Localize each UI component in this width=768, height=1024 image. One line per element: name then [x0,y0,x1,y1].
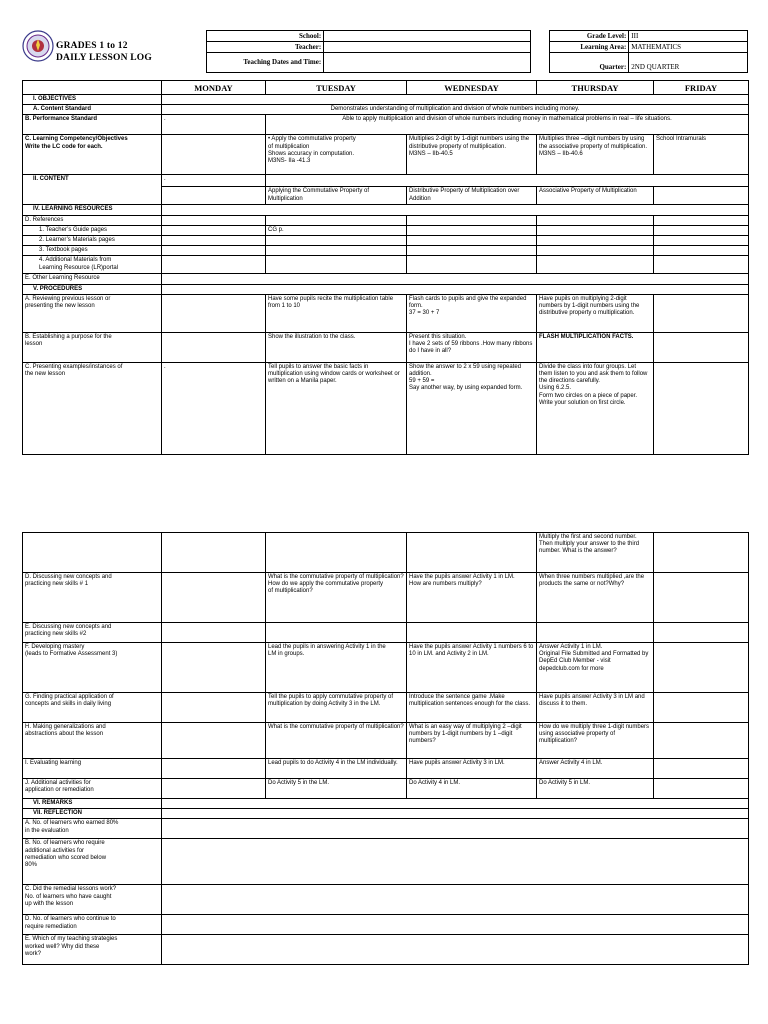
mastery-wednesday: Have the pupils answer Activity 1 numbers 6 to 10 in LM. and Activity 2 in LM. [407,643,537,693]
tg-wed [407,225,537,235]
lm-fri [654,236,749,246]
reviewing-lesson-label: A. Reviewing previous lesson or presenting the new lesson [23,294,162,332]
add-wed [407,256,537,274]
day-header-wednesday: WEDNESDAY [407,81,537,95]
content-standard-label: A. Content Standard [23,105,162,115]
references-label: D. References [23,215,162,225]
purpose-tuesday: Show the illustration to the class. [266,332,407,362]
discussing-concepts-2-label: E. Discussing new concepts and practicing new skills #2 [23,623,162,643]
reflection-a-label: A. No. of learners who earned 80% in the evaluation [23,819,162,839]
cont-tue [266,533,407,573]
e-wed [407,623,537,643]
quarter-field[interactable]: 2ND QUARTER [629,53,748,73]
j-fri [654,779,749,799]
document-title [56,40,152,64]
section-content: II. CONTENT [23,175,162,205]
ref-fri [654,215,749,225]
add-mon [162,256,266,274]
mastery-tuesday: Lead the pupils in answering Activity 1 in the LM in groups. [266,643,407,693]
presenting-wednesday: Show the answer to 2 x 59 using repeated addition. 59 + 59 = Say another way, by using expanded form. [407,362,537,454]
header-info-table [206,30,748,73]
generalizations-label: H. Making generalizations and abstractions about the lesson [23,723,162,759]
lesson-log-table-1 [22,80,749,455]
tb-mon [162,246,266,256]
tb-fri [654,246,749,256]
other-resources-cell [162,274,749,284]
section-reflection: VII. REFLECTION [23,809,162,819]
d-fri [654,573,749,623]
school-field[interactable] [324,31,531,42]
tg-mon [162,225,266,235]
content-monday: . [162,175,266,187]
performance-standard-label: B. Performance Standard [23,115,162,135]
procedures-row-cell [162,284,749,294]
header [22,30,748,74]
pres-fri [654,362,749,454]
lc-thursday: Multiplies three –digit numbers by using the associative property of multiplication. M3NS – IIb-40.6 [537,135,654,175]
textbook-label: 3. Textbook pages [23,246,162,256]
additional-materials-label: 4. Additional Materials from Learning Resource (LR)portal [23,256,162,274]
developing-mastery-label: F. Developing mastery (leads to Formative Assessment 3) [23,643,162,693]
teachers-guide-tuesday: CG p. [266,225,407,235]
lm-thu [537,236,654,246]
school-label: School: [207,31,324,42]
tg-thu [537,225,654,235]
content-blank-row [266,175,749,187]
generalization-wednesday: What is an easy way of multiplying 2 –digit numbers by 1-digit numbers by 1 –digit numbers? [407,723,537,759]
generalization-thursday: How do we multiply three 1-digit numbers using associative property of multiplication? [537,723,654,759]
section-procedures: V. PROCEDURES [23,284,162,294]
corner-cell [23,81,162,95]
discussing-1-thursday: When three numbers multiplied ,are the products the same or not?Why? [537,573,654,623]
content-friday [654,187,749,205]
reflection-c-label: C. Did the remedial lessons work? No. of learners who have caught up with the lesson [23,885,162,915]
purp-mon [162,332,266,362]
section-learning-resources: IV. LEARNING RESOURCES [23,205,162,215]
tb-tue [266,246,407,256]
ref-thu [537,215,654,225]
tg-fri [654,225,749,235]
quarter-label: Quarter: [549,53,629,73]
additional-thursday: Do Activity 5 in LM. [537,779,654,799]
title-line-2: DAILY LESSON LOG [56,53,152,63]
discussing-concepts-1-label: D. Discussing new concepts and practicing new skills # 1 [23,573,162,623]
content-tuesday: Applying the Commutative Property of Multiplication [266,187,407,205]
additional-tuesday: Do Activity 5 in the LM. [266,779,407,799]
application-tuesday: Tell the pupils to apply commutative property of multiplication by doing Activity 3 in the LM. [266,693,407,723]
day-header-tuesday: TUESDAY [266,81,407,95]
h-fri [654,723,749,759]
grade-level-field[interactable]: III [629,31,748,42]
evaluating-tuesday: Lead pupils to do Activity 4 in the LM individually. [266,759,407,779]
presenting-tuesday: Tell pupils to answer the basic facts in multiplication using window cards or worksheet or written on a Manila paper. [266,362,407,454]
learning-competency-label: C. Learning Competency/Objectives Write the LC code for each. [23,135,162,175]
teachers-guide-label: 1. Teacher’s Guide pages [23,225,162,235]
teaching-dates-field[interactable] [324,53,531,73]
e-mon [162,623,266,643]
f-fri [654,643,749,693]
purpose-thursday: FLASH MULTIPLICATION FACTS. [537,332,654,362]
cont-wed [407,533,537,573]
reflection-d-label: D. No. of learners who continue to require remediation [23,915,162,935]
e-thu [537,623,654,643]
ref-tue [266,215,407,225]
evaluating-wednesday: Have pupils answer Activity 3 in LM. [407,759,537,779]
presenting-monday: . [162,362,266,454]
lm-mon [162,236,266,246]
learners-materials-label: 2. Learner’s Materials pages [23,236,162,246]
reviewing-tuesday: Have some pupils recite the multiplication table from 1 to 10 [266,294,407,332]
generalization-tuesday: What is the commutative property of multiplication? [266,723,407,759]
cont-mon [162,533,266,573]
establishing-purpose-label: B. Establishing a purpose for the lesson [23,332,162,362]
resources-row-cell [162,205,749,215]
additional-wednesday: Do Activity 4 in LM. [407,779,537,799]
reflection-a-cell [162,819,749,839]
application-thursday: Have pupils answer Activity 3 in LM and discuss it to them. [537,693,654,723]
lm-wed [407,236,537,246]
reviewing-wednesday: Flash cards to pupils and give the expanded form. 37 = 30 + 7 [407,294,537,332]
learning-area-label: Learning Area: [549,42,629,53]
add-tue [266,256,407,274]
content-wednesday: Distributive Property of Multiplication over Addition [407,187,537,205]
content-standard-text: Demonstrates understanding of multiplication and division of whole numbers including money. [162,105,749,115]
content-thursday: Associative Property of Multiplication [537,187,654,205]
d-mon [162,573,266,623]
discussing-1-tuesday: What is the commutative property of multiplication? How do we apply the commutative property of multiplication? [266,573,407,623]
g-mon [162,693,266,723]
g-fri [654,693,749,723]
application-wednesday: Introduce the sentence game .Make multiplication sentences enough for the class. [407,693,537,723]
teacher-label: Teacher: [207,42,324,53]
purp-fri [654,332,749,362]
learning-area-field[interactable]: MATHEMATICS [629,42,748,53]
tb-thu [537,246,654,256]
reflection-e-cell [162,935,749,965]
cont-fri [654,533,749,573]
teaching-dates-label: Teaching Dates and Time: [207,53,324,73]
reflection-d-cell [162,915,749,935]
ref-mon [162,215,266,225]
e-tue [266,623,407,643]
i-fri [654,759,749,779]
reflection-b-cell [162,839,749,885]
performance-standard-monday: . [162,115,266,135]
title-line-1: GRADES 1 to 12 [56,41,128,51]
lesson-log-table-2 [22,532,749,965]
presenting-examples-label: C. Presenting examples/instances of the new lesson [23,362,162,454]
other-resources-label: E. Other Learning Resource [23,274,162,284]
add-fri [654,256,749,274]
day-header-friday: FRIDAY [654,81,749,95]
rev-mon [162,294,266,332]
e-fri [654,623,749,643]
i-mon [162,759,266,779]
mastery-thursday: Answer Activity 1 in LM. Original File Submitted and Formatted by DepEd Club Member - visit depedclub.com for more [537,643,654,693]
tb-wed [407,246,537,256]
lc-monday [162,135,266,175]
deped-seal-icon [22,30,54,62]
f-mon [162,643,266,693]
content-monday-blank [162,187,266,205]
continued-thursday: Multiply the first and second number. Then multiply your answer to the third number. What is the answer? [537,533,654,573]
lm-tue [266,236,407,246]
evaluating-learning-label: I. Evaluating learning [23,759,162,779]
j-mon [162,779,266,799]
presenting-thursday: Divide the class into four groups. Let them listen to you and ask them to follow the directions carefully. Using 6.2.5. Form two circles on a piece of paper. Write your solution on first circle. [537,362,654,454]
section-objectives: I. OBJECTIVES [23,95,162,105]
day-header-thursday: THURSDAY [537,81,654,95]
evaluating-thursday: Answer Activity 4 in LM. [537,759,654,779]
discussing-1-wednesday: Have the pupils answer Activity 1 in LM. How are numbers multiply? [407,573,537,623]
section-remarks: VI. REMARKS [23,799,162,809]
lc-tuesday: • Apply the commutative property of multiplication Shows accuracy in computation. M3NS- IIa -41.3 [266,135,407,175]
practical-application-label: G. Finding practical application of concepts and skills in daily living [23,693,162,723]
ref-wed [407,215,537,225]
lc-friday: School Intramurals [654,135,749,175]
reflection-b-label: B. No. of learners who require additional activities for remediation who scored below 80% [23,839,162,885]
performance-standard-text: Able to apply multiplication and division of whole numbers including money in mathematical problems in real – life situations. [266,115,749,135]
reflection-c-cell [162,885,749,915]
additional-activities-label: J. Additional activities for application or remediation [23,779,162,799]
reflection-e-label: E. Which of my teaching strategies worked well? Why did these work? [23,935,162,965]
lc-wednesday: Multiplies 2-digit by 1-digit numbers using the distributive property of multiplication. M3NS – IIb-40.5 [407,135,537,175]
h-mon [162,723,266,759]
cont-label [23,533,162,573]
add-thu [537,256,654,274]
grade-level-label: Grade Level: [549,31,629,42]
reviewing-thursday: Have pupils on multiplying 2-digit numbers by 1-digit numbers using the distributive property o multiplication. [537,294,654,332]
objectives-row-cell [162,95,749,105]
remarks-cell [162,799,749,809]
teacher-field[interactable] [324,42,531,53]
purpose-wednesday: Present this situation. I have 2 sets of 59 ribbons .How many ribbons do I have in all? [407,332,537,362]
day-header-monday: MONDAY [162,81,266,95]
rev-fri [654,294,749,332]
reflection-cell [162,809,749,819]
